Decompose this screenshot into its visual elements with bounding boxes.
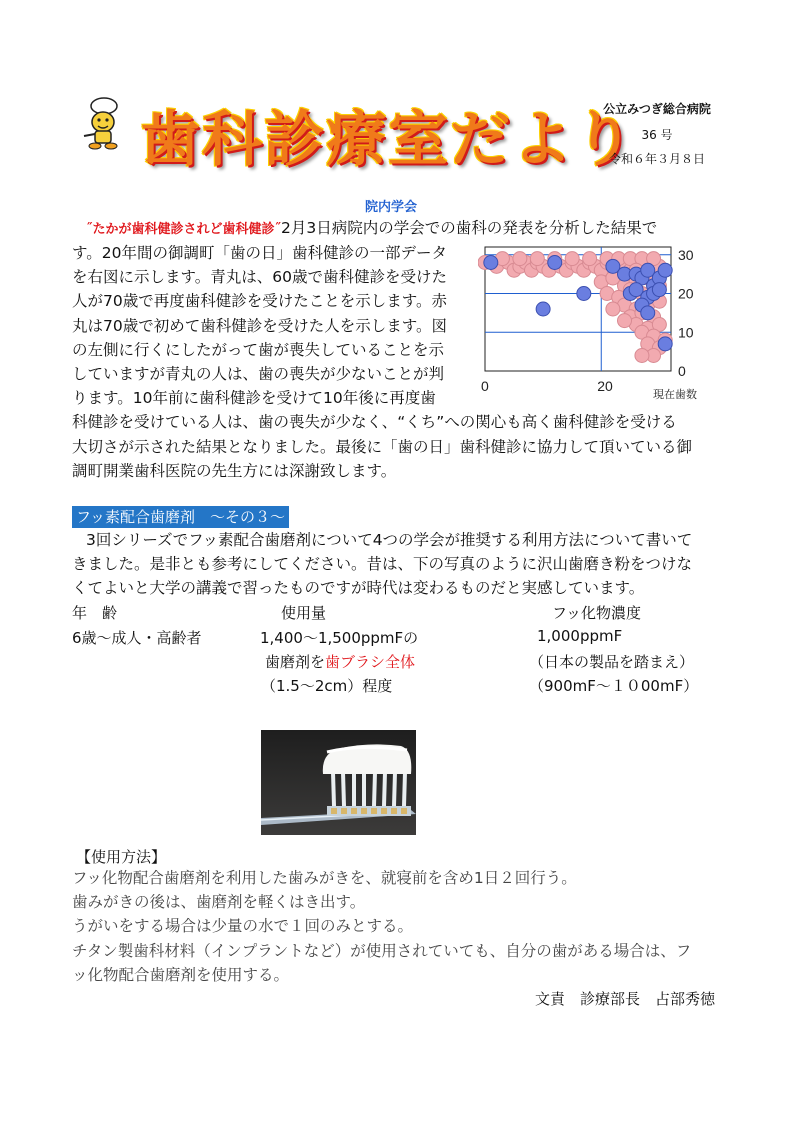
usage-line: 歯みがきの後は、歯磨剤を軽くはき出す。 — [72, 893, 366, 911]
x-tick-label: 20 — [597, 378, 613, 394]
article-line: を右図に示します。青丸は、60歳で歯科健診を受けた — [72, 268, 447, 286]
cell-age: 6歳～成人・高齢者 — [72, 629, 202, 647]
usage-line: ッ化物配合歯磨剤を使用する。 — [72, 966, 290, 984]
amount-prefix: 歯磨剤を — [265, 653, 326, 671]
y-tick-label: 10 — [678, 324, 694, 341]
header-concentration: フッ化物濃度 — [552, 604, 641, 622]
issue-number: 36 号 — [641, 128, 673, 142]
cell-amount: （1.5～2cm）程度 — [261, 677, 393, 695]
usage-line: フッ化物配合歯磨剤を利用した歯みがきを、就寝前を含め1日２回行う。 — [72, 869, 577, 887]
article-line: くてよいと大学の講義で習ったものですが時代は変わるものだと実感しています。 — [72, 579, 645, 597]
y-tick-label: 20 — [678, 285, 694, 302]
article-line: 調町開業歯科医院の先生方には深謝致します。 — [72, 462, 397, 480]
header-amount: 使用量 — [281, 604, 327, 622]
section-heading-fluoride: フッ素配合歯磨剤 ～その３～ — [72, 506, 289, 528]
article-line: 3回シリーズでフッ素配合歯磨剤について4つの学会が推奨する利用方法について書いて — [86, 531, 693, 549]
hospital-name: 公立みつぎ総合病院 — [603, 102, 711, 116]
article-line: していますが青丸の人は、歯の喪失が少ないことが判 — [72, 365, 445, 383]
cell-concentration: （900mF～１０00mF） — [529, 677, 699, 695]
usage-line: うがいをする場合は少量の水で１回のみとする。 — [72, 917, 414, 935]
y-tick-label: 0 — [678, 363, 686, 379]
newsletter-title: 歯科診療室だより — [140, 105, 636, 175]
article-line: す。20年間の御調町「歯の日」歯科健診の一部データ — [72, 244, 447, 262]
x-axis-label: 現在歯数 — [653, 388, 697, 401]
issue-date: 令和６年３月８日 — [608, 152, 705, 166]
article-line: の左側に行くにしたがって歯が喪失していることを示 — [72, 341, 445, 359]
article-line: 大切さが示された結果となりました。最後に「歯の日」歯科健診に協力して頂いている御 — [72, 438, 693, 456]
header-age: 年 齢 — [72, 604, 118, 622]
article-line: 人が70歳で再度歯科健診を受けたことを示します。赤 — [72, 292, 447, 310]
usage-heading: 【使用方法】 — [76, 848, 167, 866]
article-line: 丸は70歳で初めて歯科健診を受けた人を示します。図 — [72, 317, 447, 335]
section-heading-conference: 院内学会 — [365, 200, 418, 215]
article-line: きました。是非とも参考にしてください。昔は、下の写真のように沢山歯磨き粉をつけな — [72, 555, 693, 573]
author-credit: 文責 診療部長 占部秀徳 — [535, 990, 716, 1008]
cell-concentration: （日本の製品を踏まえ） — [529, 653, 695, 671]
amount-highlight: 歯ブラシ全体 — [325, 653, 416, 671]
article-line: 2月3日病院内の学会での歯科の発表を分析した結果で — [281, 219, 658, 237]
usage-line: チタン製歯科材料（インプラントなど）が使用されていても、自分の歯がある場合は、フ — [72, 942, 692, 960]
article-line: ります。10年前に歯科健診を受けて10年後に再度歯 — [72, 389, 436, 407]
x-tick-label: 0 — [481, 378, 489, 394]
cell-concentration: 1,000ppmF — [537, 627, 623, 645]
y-tick-label: 30 — [678, 246, 694, 263]
article-tagline: ˝たかが歯科健診されど歯科健診˝ — [86, 222, 282, 237]
article-line: 科健診を受けている人は、歯の喪失が少なく、“くち”への関心も高く歯科健診を受ける — [72, 413, 677, 431]
cell-amount: 1,400～1,500ppmFの — [260, 629, 419, 647]
